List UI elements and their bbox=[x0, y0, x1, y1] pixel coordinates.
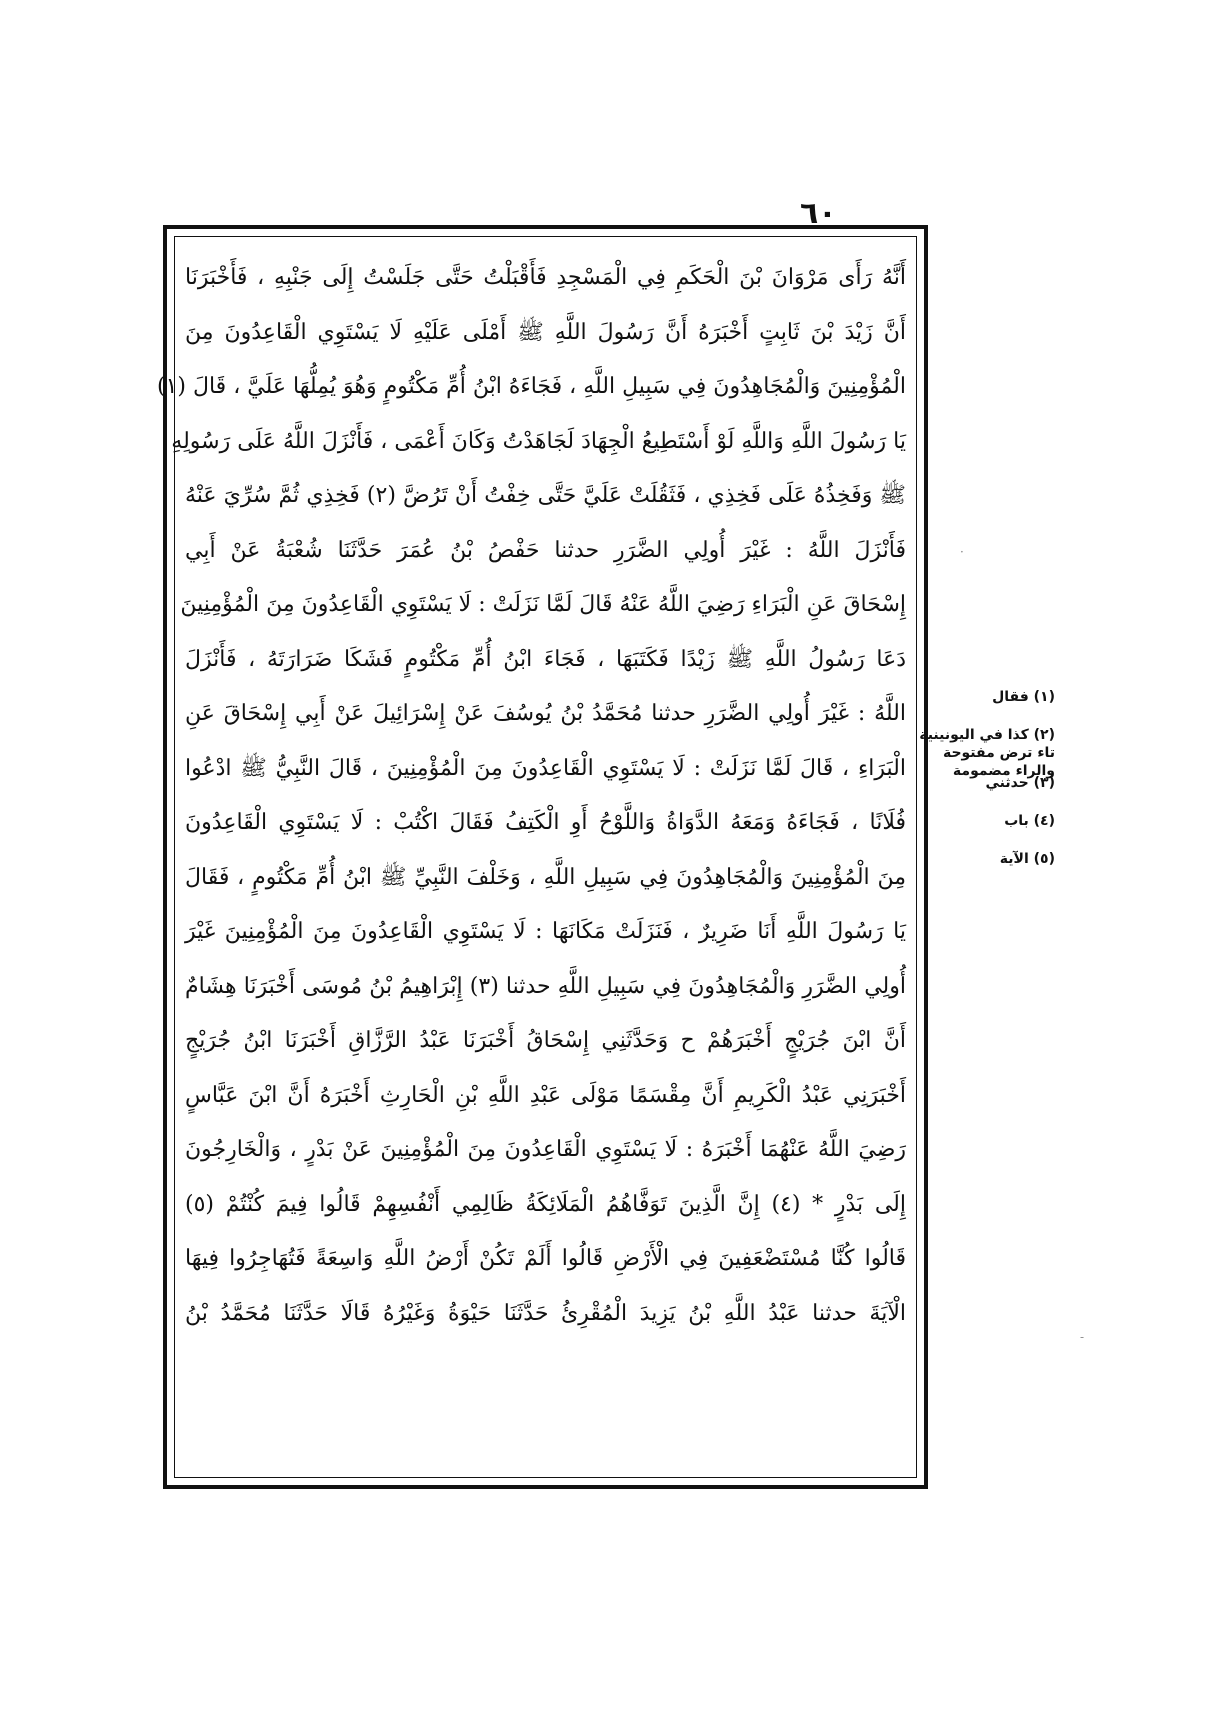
footnote: (١) فقال bbox=[992, 689, 1055, 705]
text-line: إِسْحَاقَ عَنِ الْبَرَاءِ رَضِيَ اللَّهُ عَنْهُ قَالَ لَمَّا نَزَلَتْ : لَا يَسْتَوِي الْقَاعِدُونَ مِنَ الْمُؤْمِنِينَ bbox=[180, 592, 906, 617]
text-line: يَا رَسُولَ اللَّهِ أَنَا ضَرِيرٌ ، فَنَزَلَتْ مَكَانَهَا : لَا يَسْتَوِي الْقَاعِدُونَ مِنَ الْمُؤْمِنِينَ غَيْرَ bbox=[185, 919, 906, 944]
footnote: (٣) حدثني bbox=[985, 775, 1055, 791]
footnote: (٤) باب bbox=[1004, 813, 1055, 829]
text-line: إِلَى بَدْرٍ * (٤) إِنَّ الَّذِينَ تَوَفَّاهُمُ الْمَلَائِكَةُ ظَالِمِي أَنْفُسِهِمْ قَالُوا فِيمَ كُنْتُمْ (٥) bbox=[185, 1191, 906, 1217]
stray-mark: · bbox=[960, 545, 964, 559]
margin-footnotes bbox=[905, 688, 1055, 888]
text-line: أَنَّهُ رَأَى مَرْوَانَ بْنَ الْحَكَمِ فِي الْمَسْجِدِ فَأَقْبَلْتُ حَتَّى جَلَسْتُ إِلَى جَنْبِهِ ، فَأَخْبَرَنَا bbox=[185, 265, 906, 290]
text-line: رَضِيَ اللَّهُ عَنْهُمَا أَخْبَرَهُ : لَا يَسْتَوِي الْقَاعِدُونَ مِنَ الْمُؤْمِنِينَ عَنْ بَدْرٍ ، وَالْخَارِجُونَ bbox=[185, 1137, 906, 1162]
text-line: أَخْبَرَنِي عَبْدُ الْكَرِيمِ أَنَّ مِقْسَمًا مَوْلَى عَبْدِ اللَّهِ بْنِ الْحَارِثِ أَخْبَرَهُ أَنَّ ابْنَ عَبَّاسٍ bbox=[185, 1082, 906, 1108]
text-line: فُلَانًا ، فَجَاءَهُ وَمَعَهُ الدَّوَاةُ وَاللَّوْحُ أَوِ الْكَتِفُ فَقَالَ اكْتُبْ : لَا يَسْتَوِي الْقَاعِدُونَ bbox=[185, 810, 907, 835]
text-line: الْآيَةَ حدثنا عَبْدُ اللَّهِ بْنُ يَزِيدَ الْمُقْرِئُ حَدَّثَنَا حَيْوَةُ وَغَيْرُهُ قَالَا حَدَّثَنَا مُحَمَّدُ بْنُ bbox=[185, 1300, 906, 1326]
text-line: دَعَا رَسُولُ اللَّهِ ﷺ زَيْدًا فَكَتَبَهَا ، فَجَاءَ ابْنُ أُمِّ مَكْتُومٍ فَشَكَا ضَرَارَتَهُ ، فَأَنْزَلَ bbox=[185, 646, 906, 672]
text-line: أُولِي الضَّرَرِ وَالْمُجَاهِدُونَ فِي سَبِيلِ اللَّهِ حدثنا (٣) إِبْرَاهِيمُ بْنُ مُوسَى أَخْبَرَنَا هِشَامٌ bbox=[185, 973, 906, 999]
text-line: الْبَرَاءِ ، قَالَ لَمَّا نَزَلَتْ : لَا يَسْتَوِي الْقَاعِدُونَ مِنَ الْمُؤْمِنِينَ ، قَالَ النَّبِيُّ ﷺ ادْعُوا bbox=[185, 755, 906, 781]
text-line: مِنَ الْمُؤْمِنِينَ وَالْمُجَاهِدُونَ فِي سَبِيلِ اللَّهِ ، وَخَلْفَ النَّبِيِّ ﷺ ابْنُ أُمِّ مَكْتُومٍ ، فَقَالَ bbox=[185, 864, 906, 890]
footnote: (٢) كذا في اليونينية تاء ترض مفتوحة والراء مضمومة bbox=[919, 727, 1055, 779]
text-line: اللَّهُ : غَيْرَ أُولِي الضَّرَرِ حدثنا مُحَمَّدُ بْنُ يُوسُفَ عَنْ إِسْرَائِيلَ عَنْ أَبِي إِسْحَاقَ عَنِ bbox=[185, 701, 906, 726]
text-line: قَالُوا كُنَّا مُسْتَضْعَفِينَ فِي الْأَرْضِ قَالُوا أَلَمْ تَكُنْ أَرْضُ اللَّهِ وَاسِعَةً فَتُهَاجِرُوا فِيهَا bbox=[185, 1246, 906, 1271]
text-line: يَا رَسُولَ اللَّهِ وَاللَّهِ لَوْ أَسْتَطِيعُ الْجِهَادَ لَجَاهَدْتُ وَكَانَ أَعْمَى ، فَأَنْزَلَ اللَّهُ عَلَى رَسُولِهِ bbox=[171, 428, 906, 454]
text-line: ﷺ وَفَخِذُهُ عَلَى فَخِذِي ، فَثَقُلَتْ عَلَيَّ حَتَّى خِفْتُ أَنْ تَرُضَّ (٢) فَخِذِي ثُمَّ سُرِّيَ عَنْهُ bbox=[185, 483, 906, 508]
footnote: (٥) الآية bbox=[999, 851, 1055, 867]
page-number: ٦٠ bbox=[800, 196, 837, 231]
text-line: الْمُؤْمِنِينَ وَالْمُجَاهِدُونَ فِي سَبِيلِ اللَّهِ ، فَجَاءَهُ ابْنُ أُمِّ مَكْتُومٍ وَهُوَ يُمِلُّهَا عَلَيَّ ، قَالَ (١) bbox=[157, 374, 906, 399]
text-line: أَنَّ زَيْدَ بْنَ ثَابِتٍ أَخْبَرَهُ أَنَّ رَسُولَ اللَّهِ ﷺ أَمْلَى عَلَيْهِ لَا يَسْتَوِي الْقَاعِدُونَ مِنَ bbox=[185, 319, 906, 345]
text-line: فَأَنْزَلَ اللَّهُ : غَيْرَ أُولِي الضَّرَرِ حدثنا حَفْصُ بْنُ عُمَرَ حَدَّثَنَا شُعْبَةُ عَنْ أَبِي bbox=[185, 537, 906, 563]
main-text-body bbox=[157, 251, 907, 1475]
stray-mark: - bbox=[1080, 1330, 1085, 1344]
text-line: أَنَّ ابْنَ جُرَيْجٍ أَخْبَرَهُمْ ح وَحَدَّثَنِي إِسْحَاقُ أَخْبَرَنَا عَبْدُ الرَّزَّاقِ أَخْبَرَنَا ابْنُ جُرَيْجٍ bbox=[185, 1028, 906, 1053]
page-frame bbox=[157, 225, 928, 1489]
